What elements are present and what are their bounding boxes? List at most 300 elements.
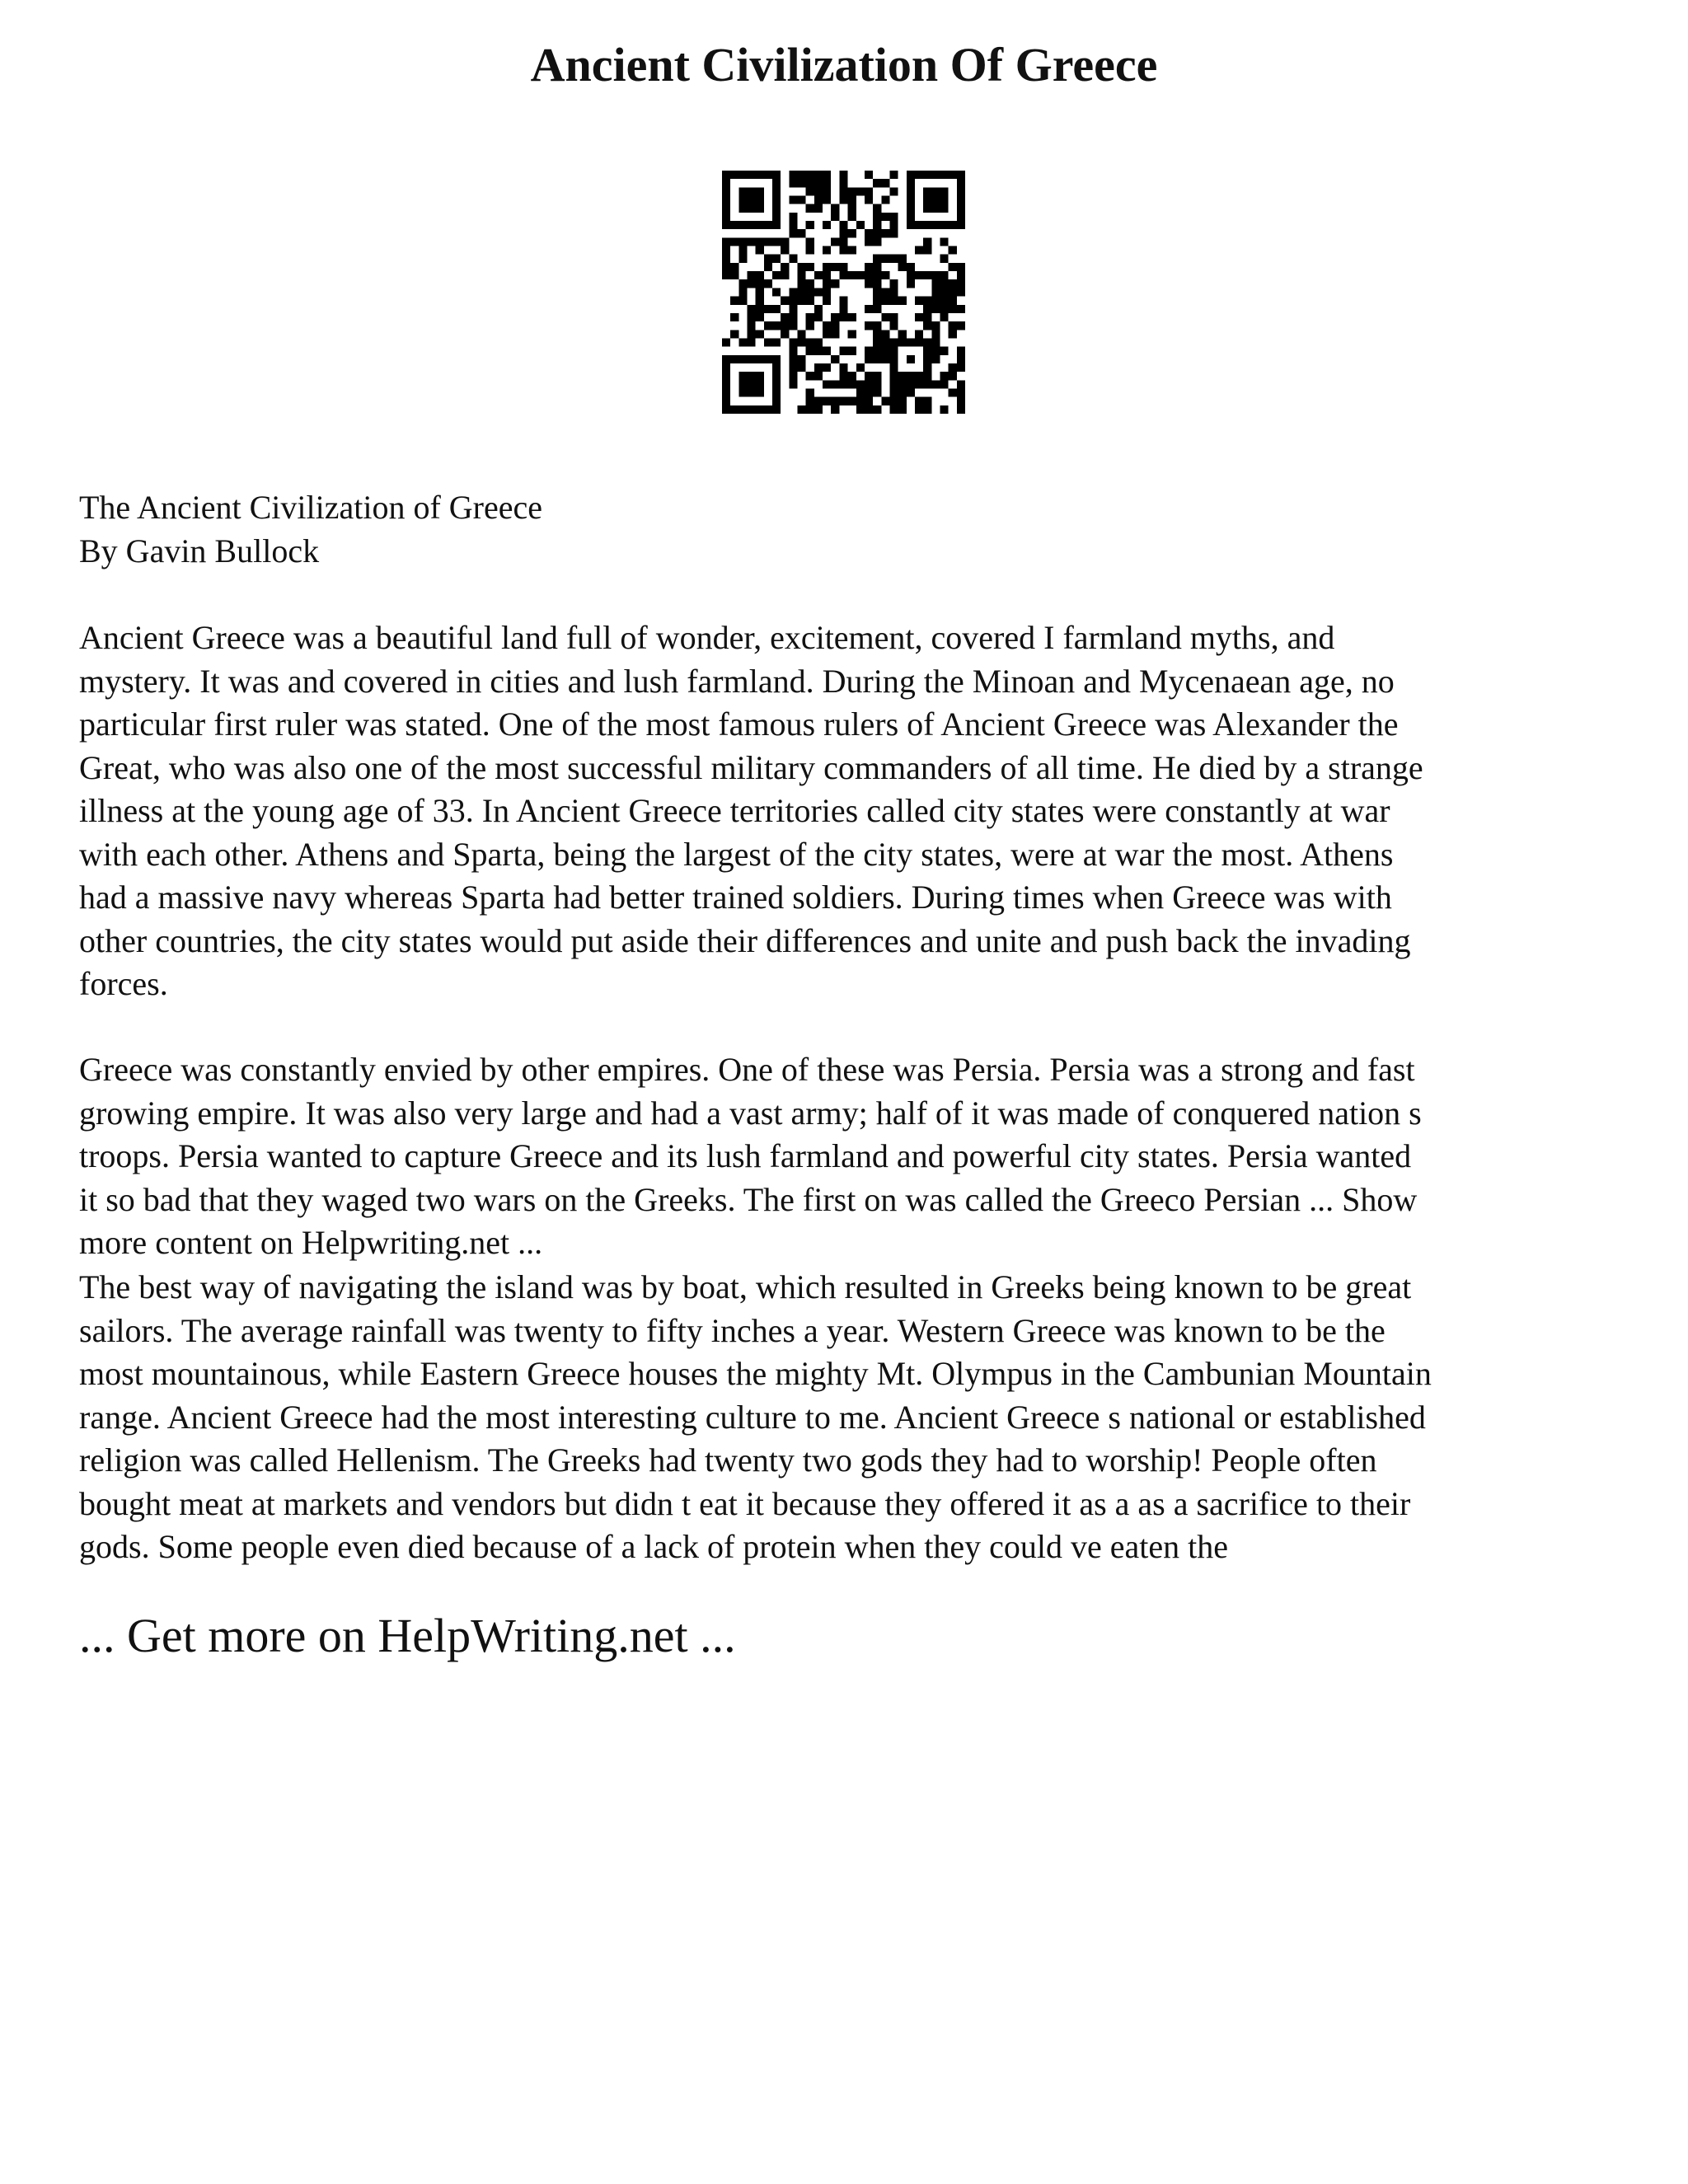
qr-module xyxy=(873,179,881,187)
paragraph-line: it so bad that they waged two wars on the Greeks. The first on was called the Greeco Persian ... Show xyxy=(79,1180,1418,1218)
qr-module xyxy=(949,363,957,372)
qr-module xyxy=(789,313,797,321)
qr-module xyxy=(814,171,823,179)
qr-module xyxy=(764,255,772,263)
qr-module xyxy=(848,187,856,195)
qr-module xyxy=(764,305,772,313)
qr-module xyxy=(730,171,738,179)
qr-module xyxy=(856,397,865,405)
qr-module xyxy=(806,313,814,321)
qr-module xyxy=(798,271,806,279)
qr-module xyxy=(839,372,847,380)
paragraph-2 xyxy=(79,1048,1629,1265)
qr-module xyxy=(940,221,948,229)
qr-module xyxy=(772,187,781,195)
qr-module xyxy=(831,380,839,388)
qr-module xyxy=(940,187,948,195)
qr-module xyxy=(923,397,931,405)
qr-module xyxy=(839,397,847,405)
qr-module xyxy=(831,405,839,414)
qr-module xyxy=(848,372,856,380)
qr-module xyxy=(865,271,873,279)
qr-module xyxy=(949,263,957,271)
qr-module xyxy=(889,405,898,414)
qr-module xyxy=(839,297,847,305)
qr-module xyxy=(730,221,738,229)
paragraph-line: forces. xyxy=(79,965,168,1002)
qr-module xyxy=(949,330,957,338)
qr-module xyxy=(940,313,948,321)
qr-module xyxy=(730,237,738,246)
qr-module xyxy=(923,355,931,363)
qr-module xyxy=(748,204,756,213)
qr-module xyxy=(957,179,965,187)
qr-module xyxy=(949,288,957,296)
qr-module xyxy=(772,204,781,213)
qr-module xyxy=(722,363,730,372)
qr-module xyxy=(923,380,931,388)
qr-module xyxy=(772,288,781,296)
qr-module xyxy=(923,297,931,305)
paragraph-line: gods. Some people even died because of a lack of protein when they could ve eaten the xyxy=(79,1528,1228,1565)
qr-module xyxy=(881,271,889,279)
qr-module xyxy=(814,397,823,405)
qr-module xyxy=(949,171,957,179)
qr-module xyxy=(907,263,915,271)
qr-module xyxy=(738,279,747,288)
qr-module xyxy=(915,338,923,346)
qr-module xyxy=(722,388,730,396)
qr-module xyxy=(756,221,764,229)
qr-module xyxy=(831,321,839,330)
qr-module xyxy=(748,221,756,229)
qr-module xyxy=(831,237,839,246)
qr-module xyxy=(923,196,931,204)
qr-module xyxy=(806,321,814,330)
qr-module xyxy=(881,196,889,204)
qr-module xyxy=(831,263,839,271)
qr-module xyxy=(748,388,756,396)
qr-module xyxy=(865,321,873,330)
qr-module xyxy=(738,187,747,195)
qr-module xyxy=(789,297,797,305)
qr-module xyxy=(738,297,747,305)
qr-module xyxy=(738,204,747,213)
qr-module xyxy=(889,313,898,321)
qr-module xyxy=(722,196,730,204)
qr-module xyxy=(789,321,797,330)
paragraph-line: had a massive navy whereas Sparta had better trained soldiers. During times when Greece was with xyxy=(79,879,1392,916)
qr-module xyxy=(781,297,789,305)
qr-module xyxy=(889,363,898,372)
qr-module xyxy=(856,388,865,396)
qr-module xyxy=(907,187,915,195)
paragraph-1 xyxy=(79,616,1629,1006)
qr-module xyxy=(814,196,823,204)
qr-module xyxy=(722,179,730,187)
document-author: By Gavin Bullock xyxy=(79,532,320,569)
qr-module xyxy=(940,347,948,355)
qr-module xyxy=(764,321,772,330)
qr-module xyxy=(839,229,847,237)
qr-module xyxy=(789,171,797,179)
qr-module xyxy=(764,405,772,414)
qr-module xyxy=(881,355,889,363)
qr-module xyxy=(940,255,948,263)
qr-module xyxy=(931,338,940,346)
qr-module xyxy=(923,271,931,279)
document-heading-block xyxy=(79,486,1629,573)
qr-module xyxy=(931,271,940,279)
qr-module xyxy=(798,263,806,271)
qr-module xyxy=(865,237,873,246)
qr-module xyxy=(772,380,781,388)
qr-module xyxy=(940,297,948,305)
qr-module xyxy=(781,321,789,330)
qr-module xyxy=(823,196,831,204)
qr-module xyxy=(873,380,881,388)
qr-module xyxy=(806,237,814,246)
paragraph-line: The best way of navigating the island was by boat, which resulted in Greeks being known to be great xyxy=(79,1268,1412,1305)
qr-module xyxy=(881,297,889,305)
qr-module xyxy=(814,204,823,213)
qr-module xyxy=(781,330,789,338)
qr-module xyxy=(748,187,756,195)
qr-module xyxy=(856,187,865,195)
qr-module xyxy=(756,372,764,380)
qr-module xyxy=(730,330,738,338)
qr-module xyxy=(923,221,931,229)
qr-module xyxy=(889,171,898,179)
qr-module xyxy=(865,347,873,355)
qr-module xyxy=(907,372,915,380)
qr-module xyxy=(931,196,940,204)
qr-module xyxy=(839,171,847,179)
qr-module xyxy=(756,380,764,388)
qr-module xyxy=(873,330,881,338)
qr-module xyxy=(814,288,823,296)
qr-module xyxy=(806,279,814,288)
qr-module xyxy=(848,246,856,255)
qr-module xyxy=(831,355,839,363)
qr-module xyxy=(940,171,948,179)
qr-module xyxy=(889,397,898,405)
qr-module xyxy=(881,347,889,355)
qr-module xyxy=(831,213,839,221)
qr-module xyxy=(748,355,756,363)
qr-module xyxy=(756,246,764,255)
qr-module xyxy=(748,338,756,346)
qr-module xyxy=(764,279,772,288)
qr-module xyxy=(722,355,730,363)
qr-module xyxy=(814,363,823,372)
qr-module xyxy=(823,221,831,229)
qr-module xyxy=(781,263,789,271)
qr-module xyxy=(839,187,847,195)
qr-module xyxy=(839,347,847,355)
qr-module xyxy=(848,313,856,321)
qr-module xyxy=(923,305,931,313)
qr-module xyxy=(789,288,797,296)
qr-module xyxy=(898,380,907,388)
qr-module xyxy=(823,297,831,305)
qr-module xyxy=(738,338,747,346)
qr-module xyxy=(923,338,931,346)
qr-module xyxy=(738,196,747,204)
qr-module xyxy=(865,405,873,414)
qr-module xyxy=(798,297,806,305)
qr-module xyxy=(748,380,756,388)
qr-module xyxy=(915,405,923,414)
qr-module xyxy=(730,355,738,363)
qr-module xyxy=(772,363,781,372)
qr-module xyxy=(865,380,873,388)
qr-module xyxy=(898,255,907,263)
qr-module xyxy=(907,271,915,279)
qr-module xyxy=(806,288,814,296)
qr-module xyxy=(940,405,948,414)
qr-module xyxy=(806,263,814,271)
qr-module xyxy=(957,347,965,355)
qr-module xyxy=(722,221,730,229)
qr-module xyxy=(898,263,907,271)
qr-module xyxy=(806,246,814,255)
qr-module xyxy=(848,347,856,355)
qr-module xyxy=(957,213,965,221)
qr-module xyxy=(957,187,965,195)
qr-module xyxy=(881,397,889,405)
qr-module xyxy=(756,187,764,195)
paragraph-line: mystery. It was and covered in cities and lush farmland. During the Minoan and Mycenaean age, no xyxy=(79,662,1395,700)
qr-module xyxy=(756,388,764,396)
qr-module xyxy=(738,372,747,380)
qr-module xyxy=(798,279,806,288)
qr-module xyxy=(848,271,856,279)
qr-module xyxy=(898,330,907,338)
qr-module xyxy=(738,255,747,263)
qr-module xyxy=(889,321,898,330)
qr-module xyxy=(907,196,915,204)
qr-module xyxy=(865,187,873,195)
qr-module xyxy=(730,297,738,305)
qr-module xyxy=(889,355,898,363)
paragraph-line: sailors. The average rainfall was twenty to fifty inches a year. Western Greece was known to be the xyxy=(79,1311,1386,1349)
qr-module xyxy=(772,397,781,405)
qr-module xyxy=(823,279,831,288)
qr-module xyxy=(907,213,915,221)
qr-module xyxy=(873,372,881,380)
qr-module xyxy=(756,196,764,204)
qr-module xyxy=(848,229,856,237)
qr-module xyxy=(756,405,764,414)
qr-module xyxy=(738,405,747,414)
paragraph-3 xyxy=(79,1266,1629,1569)
qr-module xyxy=(772,305,781,313)
qr-module xyxy=(940,204,948,213)
qr-module xyxy=(957,405,965,414)
qr-module xyxy=(839,380,847,388)
qr-module xyxy=(873,338,881,346)
qr-module xyxy=(748,196,756,204)
qr-module xyxy=(806,221,814,229)
qr-module xyxy=(907,279,915,288)
qr-module xyxy=(923,187,931,195)
qr-module xyxy=(957,204,965,213)
qr-module xyxy=(722,263,730,271)
qr-module xyxy=(957,263,965,271)
qr-module xyxy=(764,237,772,246)
paragraph-line: religion was called Hellenism. The Greeks had twenty two gods they had to worship! People often xyxy=(79,1441,1377,1479)
qr-module xyxy=(839,179,847,187)
qr-module xyxy=(772,255,781,263)
qr-module xyxy=(889,372,898,380)
qr-module xyxy=(907,204,915,213)
qr-module xyxy=(748,271,756,279)
qr-module xyxy=(940,271,948,279)
qr-module xyxy=(814,405,823,414)
qr-module xyxy=(823,380,831,388)
qr-module xyxy=(949,372,957,380)
qr-module xyxy=(814,305,823,313)
qr-module xyxy=(772,355,781,363)
qr-module xyxy=(772,171,781,179)
qr-module xyxy=(789,213,797,221)
qr-module xyxy=(839,363,847,372)
qr-module xyxy=(823,397,831,405)
qr-module xyxy=(898,372,907,380)
qr-module xyxy=(772,338,781,346)
qr-module xyxy=(873,305,881,313)
qr-module xyxy=(898,405,907,414)
qr-module xyxy=(889,221,898,229)
qr-module xyxy=(823,171,831,179)
qr-module xyxy=(848,213,856,221)
qr-module xyxy=(756,204,764,213)
document-subtitle: The Ancient Civilization of Greece xyxy=(79,489,543,526)
qr-module xyxy=(881,338,889,346)
qr-module xyxy=(915,297,923,305)
qr-module xyxy=(823,288,831,296)
qr-module xyxy=(764,263,772,271)
qr-module xyxy=(823,179,831,187)
qr-module xyxy=(873,297,881,305)
qr-module xyxy=(738,171,747,179)
qr-module xyxy=(756,279,764,288)
qr-module xyxy=(865,196,873,204)
qr-module xyxy=(931,321,940,330)
qr-module xyxy=(839,196,847,204)
qr-module xyxy=(931,187,940,195)
qr-module xyxy=(873,347,881,355)
qr-module xyxy=(814,179,823,187)
qr-module xyxy=(940,196,948,204)
qr-module xyxy=(957,221,965,229)
qr-module xyxy=(798,171,806,179)
qr-module xyxy=(823,246,831,255)
qr-module xyxy=(931,221,940,229)
qr-module xyxy=(823,263,831,271)
qr-module xyxy=(823,363,831,372)
qr-module xyxy=(848,196,856,204)
qr-module xyxy=(806,179,814,187)
qr-module xyxy=(889,255,898,263)
paragraph-line: other countries, the city states would put aside their differences and unite and push back the invading xyxy=(79,921,1411,959)
paragraph-line: Ancient Greece was a beautiful land full of wonder, excitement, covered I farmland myths, and xyxy=(79,619,1335,656)
qr-module xyxy=(738,355,747,363)
qr-module xyxy=(756,271,764,279)
qr-module xyxy=(814,187,823,195)
qr-module xyxy=(789,255,797,263)
qr-module xyxy=(898,297,907,305)
qr-module xyxy=(806,397,814,405)
qr-module xyxy=(931,355,940,363)
qr-module xyxy=(923,171,931,179)
qr-module xyxy=(839,237,847,246)
qr-module xyxy=(889,288,898,296)
qr-module xyxy=(856,221,865,229)
qr-module xyxy=(907,388,915,396)
qr-module xyxy=(806,372,814,380)
qr-module xyxy=(957,279,965,288)
paragraph-line: particular first ruler was stated. One of the most famous rulers of Ancient Greece was Alexander the xyxy=(79,705,1399,743)
qr-module xyxy=(789,305,797,313)
qr-module xyxy=(814,372,823,380)
qr-module xyxy=(873,204,881,213)
qr-module xyxy=(789,229,797,237)
qr-module xyxy=(831,397,839,405)
qr-module xyxy=(730,263,738,271)
get-more-link[interactable]: ... Get more on HelpWriting.net ... xyxy=(79,1609,736,1662)
qr-module xyxy=(798,330,806,338)
qr-module xyxy=(798,363,806,372)
qr-module xyxy=(806,347,814,355)
qr-module xyxy=(889,380,898,388)
qr-module xyxy=(907,380,915,388)
qr-module xyxy=(923,363,931,372)
qr-module xyxy=(730,313,738,321)
qr-module xyxy=(772,221,781,229)
qr-module xyxy=(748,330,756,338)
qr-module xyxy=(814,347,823,355)
qr-module xyxy=(756,330,764,338)
qr-module xyxy=(814,338,823,346)
qr-module xyxy=(722,187,730,195)
qr-module xyxy=(949,279,957,288)
qr-module xyxy=(781,313,789,321)
qr-module xyxy=(881,229,889,237)
qr-module xyxy=(738,237,747,246)
qr-module xyxy=(881,213,889,221)
qr-module xyxy=(957,397,965,405)
paragraph-line: growing empire. It was also very large and had a vast army; half of it was made of conquered nation s xyxy=(79,1094,1422,1132)
qr-module xyxy=(722,204,730,213)
qr-module xyxy=(798,288,806,296)
qr-module xyxy=(748,237,756,246)
qr-module xyxy=(915,171,923,179)
qr-module xyxy=(748,405,756,414)
qr-module xyxy=(949,246,957,255)
qr-module xyxy=(772,372,781,380)
qr-module xyxy=(907,338,915,346)
qr-module xyxy=(915,330,923,338)
qr-module xyxy=(756,355,764,363)
qr-module xyxy=(738,246,747,255)
qr-module xyxy=(756,288,764,296)
qr-module xyxy=(756,171,764,179)
qr-module xyxy=(889,388,898,396)
qr-module xyxy=(940,372,948,380)
qr-module xyxy=(957,305,965,313)
